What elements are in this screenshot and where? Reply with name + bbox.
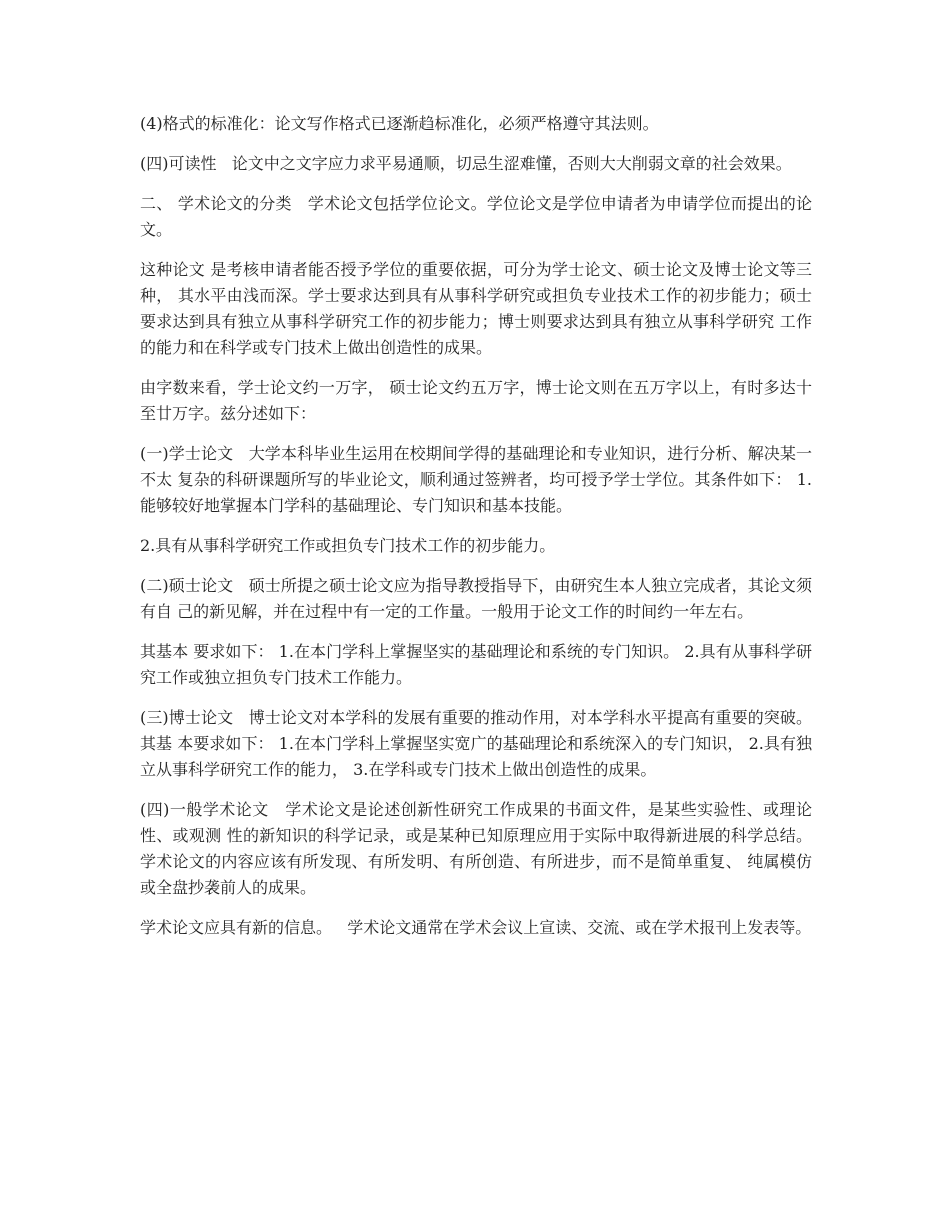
paragraph-degree-thesis-types: 这种论文 是考核申请者能否授予学位的重要依据，可分为学士论文、硕士论文及博士论文等三种， 其水平由浅而深。学士要求达到具有从事科学研究或担负专业技术工作的初步能力；硕士 要求达到具有独立从事科学研究工作的初步能力；博士则要求达到具有独立从事科学研究 工作的能力和在科学或专门技术上做出创造性的成果。	[140, 260, 818, 357]
paragraph-new-information: 学术论文应具有新的信息。 学术论文通常在学术会议上宣读、交流、或在学术报刊上发表等。	[140, 918, 812, 937]
paragraph-doctoral-thesis: (三)博士论文 博士论文对本学科的发展有重要的推动作用，对本学科水平提高有重要的突破。其基 本要求如下： 1.在本门学科上掌握坚实宽广的基础理论和系统深入的专门知识， 2.具有独立从事科学研究工作的能力， 3.在学科或专门技术上做出创造性的成果。	[140, 708, 812, 779]
paragraph-format-standardization: (4)格式的标准化：论文写作格式已逐渐趋标准化，必须严格遵守其法则。	[140, 114, 659, 133]
paragraph-readability: (四)可读性 论文中之文字应力求平易通顺，切忌生涩难懂，否则大大削弱文章的社会效果。	[140, 154, 792, 173]
paragraph-general-academic-paper: (四)一般学术论文 学术论文是论述创新性研究工作成果的书面文件，是某些实验性、或理论性、或观测 性的新知识的科学记录，或是某种已知原理应用于实际中取得新进展的科学总结。 学术论文的内容应该有所发现、有所发明、有所创造、有所进步，而不是简单重复、 纯属模仿或全盘抄袭前人的成果。	[140, 800, 828, 897]
paragraph-bachelor-requirement-2: 2.具有从事科学研究工作或担负专门技术工作的初步能力。	[140, 536, 556, 555]
paragraph-bachelor-thesis: (一)学士论文 大学本科毕业生运用在校期间学得的基础理论和专业知识，进行分析、解决某一不太 复杂的科研课题所写的毕业论文，顺利通过签辨者，均可授予学士学位。其条件如下： 1.能够较好地掌握本门学科的基础理论、专门知识和基本技能。	[140, 444, 812, 515]
paragraph-word-counts: 由字数来看，学士论文约一万字， 硕士论文约五万字，博士论文则在五万字以上，有时多达十至廿万字。兹分述如下：	[140, 378, 812, 423]
document-body	[140, 111, 828, 955]
paragraph-master-thesis: (二)硕士论文 硕士所提之硕士论文应为指导教授指导下，由研究生本人独立完成者，其论文须有自 己的新见解，并在过程中有一定的工作量。一般用于论文工作的时间约一年左右。	[140, 576, 812, 621]
paragraph-master-requirements: 其基本 要求如下： 1.在本门学科上掌握坚实的基础理论和系统的专门知识。 2.具有从事科学研究工作或独立担负专门技术工作能力。	[140, 642, 812, 687]
paragraph-classification-heading: 二、 学术论文的分类 学术论文包括学位论文。学位论文是学位申请者为申请学位而提出的论文。	[140, 194, 812, 239]
